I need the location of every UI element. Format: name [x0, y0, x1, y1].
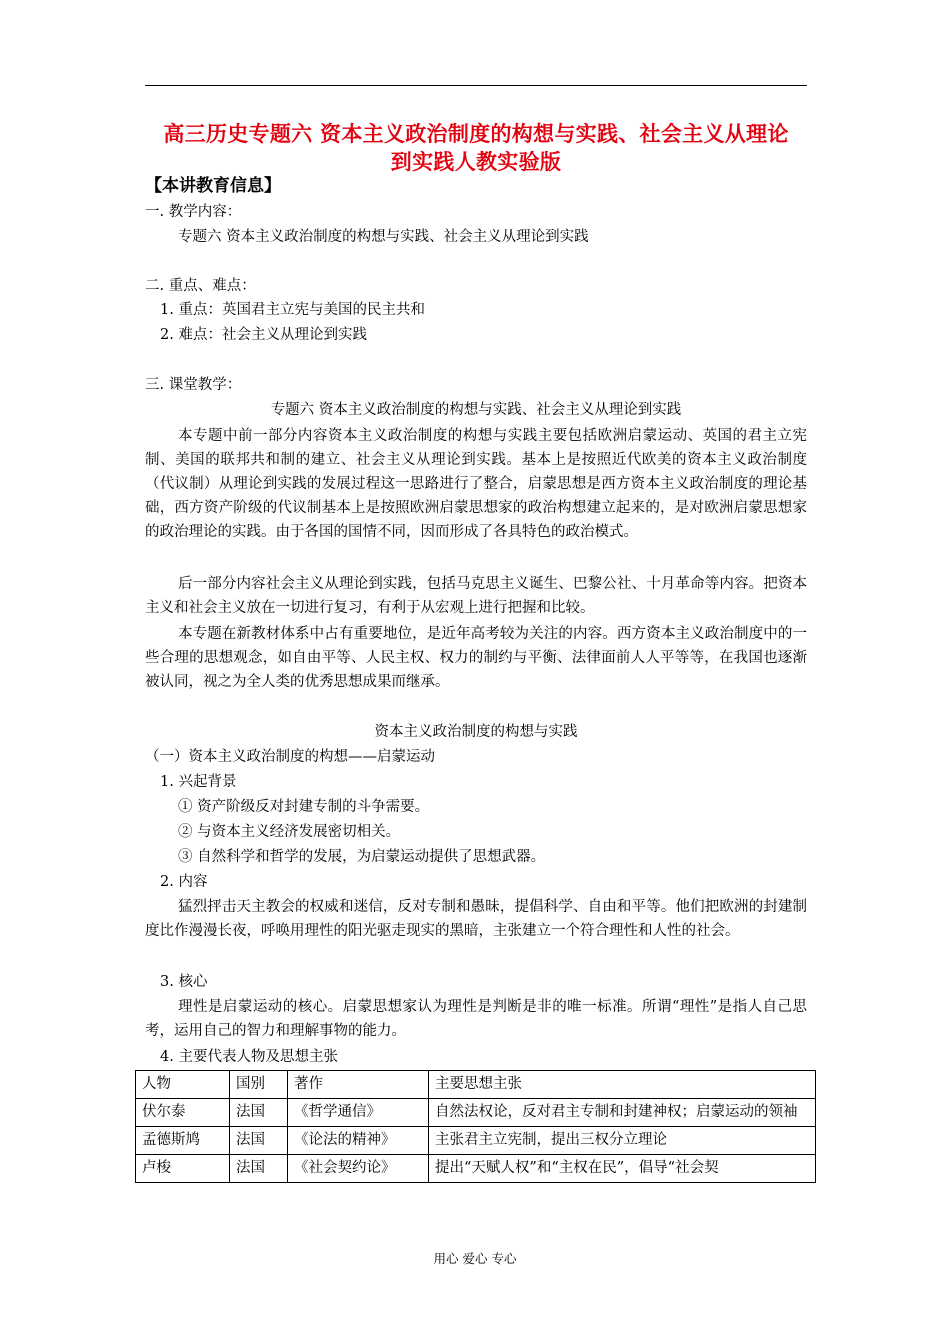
background-item-3: ③ 自然科学和哲学的发展，为启蒙运动提供了思想武器。 — [178, 849, 546, 865]
table-header-row — [136, 1071, 816, 1099]
paragraph-2: 后一部分内容社会主义从理论到实践，包括马克思主义诞生、巴黎公社、十月革命等内容。把资本主义和社会主义放在一切进行复习，有利于从宏观上进行把握和比较。 — [145, 576, 807, 616]
table-cell: 提出“天赋人权”和“主权在民”，倡导“社会契 — [429, 1155, 816, 1183]
table-cell: 伏尔泰 — [136, 1099, 230, 1127]
table-row — [136, 1155, 816, 1183]
table-cell: 卢梭 — [136, 1155, 230, 1183]
representatives-label: 4. 主要代表人物及思想主张 — [160, 1049, 338, 1065]
sec2-item-2: 2. 难点：社会主义从理论到实践 — [160, 327, 367, 343]
sec2-label: 二. 重点、难点： — [145, 278, 256, 294]
content-label: 2. 内容 — [160, 874, 208, 890]
core-label: 3. 核心 — [160, 974, 208, 990]
part1-label: （一）资本主义政治制度的构想——启蒙运动 — [145, 749, 435, 765]
sec2-item-1: 1. 重点：英国君主立宪与美国的民主共和 — [160, 302, 425, 318]
table-cell: 自然法权论，反对君主专制和封建神权；启蒙运动的领袖 — [429, 1099, 816, 1127]
representatives-table — [135, 1070, 816, 1183]
paragraph-3: 本专题在新教材体系中占有重要地位，是近年高考较为关注的内容。西方资本主义政治制度中的一些合理的思想观念，如自由平等、人民主权、权力的制约与平衡、法律面前人人平等等，在我国也逐渐被认同，视之为全人类的优秀思想成果而继承。 — [145, 626, 807, 690]
table-cell: 《社会契约论》 — [288, 1155, 429, 1183]
sec3-label: 三. 课堂教学： — [145, 377, 242, 393]
title-line-1: 高三历史专题六 资本主义政治制度的构想与实践、社会主义从理论 — [163, 121, 789, 146]
table-header-cell: 国别 — [230, 1071, 288, 1099]
table-row — [136, 1099, 816, 1127]
header-rule — [145, 85, 807, 86]
paragraph-1: 本专题中前一部分内容资本主义政治制度的构想与实践主要包括欧洲启蒙运动、英国的君主立宪制、美国的联邦共和制的建立、社会主义从理论到实践。基本上是按照近代欧美的资本主义政治制度（代议制）从理论到实践的发展过程这一思路进行了整合，启蒙思想是西方资本主义政治制度的理论基础，西方资产阶级的代议制基本上是按照欧洲启蒙思想家的政治构想建立起来的，是对欧洲启蒙思想家的政治理论的实践。由于各国的国情不同，因而形成了各具特色的政治模式。 — [145, 428, 807, 540]
table-cell: 法国 — [230, 1099, 288, 1127]
section-heading: 【本讲教育信息】 — [145, 176, 281, 196]
table-header-cell: 主要思想主张 — [429, 1071, 816, 1099]
table-cell: 法国 — [230, 1127, 288, 1155]
table-cell: 法国 — [230, 1155, 288, 1183]
table-header-cell: 著作 — [288, 1071, 429, 1099]
table-cell: 孟德斯鸠 — [136, 1127, 230, 1155]
document-title — [140, 120, 812, 176]
content-text: 猛烈抨击天主教会的权威和迷信，反对专制和愚昧，提倡科学、自由和平等。他们把欧洲的封建制度比作漫漫长夜，呼唤用理性的阳光驱走现实的黑暗，主张建立一个符合理性和人性的社会。 — [145, 899, 807, 939]
background-item-2: ② 与资本主义经济发展密切相关。 — [178, 824, 401, 840]
sec1-label: 一. 教学内容： — [145, 204, 242, 220]
core-text: 理性是启蒙运动的核心。启蒙思想家认为理性是判断是非的唯一标准。所谓“理性”是指人自己思考，运用自己的智力和理解事物的能力。 — [145, 999, 807, 1039]
sec3-subtitle: 专题六 资本主义政治制度的构想与实践、社会主义从理论到实践 — [270, 402, 682, 418]
table-cell: 《哲学通信》 — [288, 1099, 429, 1127]
sec1-text: 专题六 资本主义政治制度的构想与实践、社会主义从理论到实践 — [178, 229, 589, 245]
page-footer: 用心 爱心 专心 — [433, 1251, 517, 1266]
title-line-2: 到实践人教实验版 — [390, 149, 562, 174]
table-header-cell: 人物 — [136, 1071, 230, 1099]
background-label: 1. 兴起背景 — [160, 774, 237, 790]
background-item-1: ① 资产阶级反对封建专制的斗争需要。 — [178, 799, 430, 815]
table-row — [136, 1127, 816, 1155]
table-cell: 主张君主立宪制，提出三权分立理论 — [429, 1127, 816, 1155]
part-title: 资本主义政治制度的构想与实践 — [374, 724, 578, 740]
table-cell: 《论法的精神》 — [288, 1127, 429, 1155]
